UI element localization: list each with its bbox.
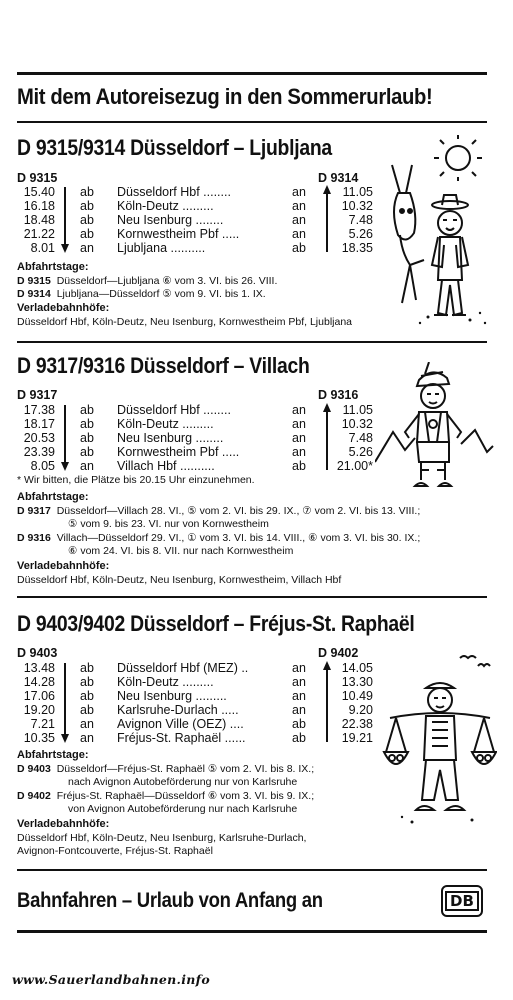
arrow-down-icon bbox=[60, 404, 70, 472]
abfahrt-line: D 9316 Villach—Düsseldorf 29. VI., ① vom 3. VI. bis 14. VIII., ⑥ vom 3. VI. bis 30. IX.; bbox=[17, 532, 421, 544]
bottom-slogan: Bahnfahren – Urlaub von Anfang an bbox=[17, 889, 323, 912]
timetable-row: 14.28 ab Köln-Deutz ......... an 13.30 bbox=[23, 675, 373, 689]
abfahrtstage-label: Abfahrtstage: bbox=[17, 261, 89, 273]
arrow-up-icon bbox=[322, 402, 332, 472]
arrow-up-icon bbox=[322, 660, 332, 744]
train-number-back: D 9402 bbox=[318, 646, 359, 660]
bottom-rule bbox=[17, 869, 487, 871]
tyrolean-man-illustration bbox=[375, 362, 495, 502]
timetable-row: 18.17 ab Köln-Deutz ......... an 10.32 bbox=[23, 417, 373, 431]
arrow-down-icon bbox=[60, 186, 70, 254]
timetable-row: 16.18 ab Köln-Deutz ......... an 10.32 bbox=[23, 199, 373, 213]
train-number-back: D 9314 bbox=[318, 171, 359, 185]
timetable-row: 20.53 ab Neu Isenburg ........ an 7.48 bbox=[23, 431, 373, 445]
man-with-baskets-illustration bbox=[382, 652, 497, 847]
verlade-text: Düsseldorf Hbf, Köln-Deutz, Neu Isenburg, Kornwestheim Pbf, Ljubljana bbox=[17, 316, 353, 328]
abfahrt-line: D 9317 Düsseldorf—Villach 28. VI., ⑤ vom 2. VI. bis 29. IX., ⑦ vom 2. VI. bis 13. VIII.; bbox=[17, 505, 421, 517]
train-number-out: D 9403 bbox=[17, 646, 58, 660]
timetable-row: 8.01 an Ljubljana .......... ab 18.35 bbox=[30, 241, 373, 255]
footnote: * Wir bitten, die Plätze bis 20.15 Uhr einzunehmen. bbox=[17, 474, 255, 486]
title-rule bbox=[17, 121, 487, 123]
abfahrt-line: ⑤ vom 9. bis 23. VI. nur von Kornwestheim bbox=[68, 518, 269, 530]
train-number-out: D 9317 bbox=[17, 388, 58, 402]
section-rule bbox=[17, 341, 487, 343]
timetable-row: 19.20 ab Karlsruhe-Durlach ..... an 9.20 bbox=[23, 703, 373, 717]
verlade-label: Verladebahnhöfe: bbox=[17, 302, 110, 314]
verlade-text: Düsseldorf Hbf, Köln-Deutz, Neu Isenburg, Karlsruhe-Durlach, bbox=[17, 832, 307, 844]
section-heading-ljubljana: D 9315/9314 Düsseldorf – Ljubljana bbox=[17, 135, 332, 160]
page-title: Mit dem Autoreisezug in den Sommerurlaub! bbox=[17, 84, 433, 109]
arrow-up-icon bbox=[322, 184, 332, 254]
abfahrtstage-label: Abfahrtstage: bbox=[17, 749, 89, 761]
abfahrt-line: ⑥ vom 24. VI. bis 8. VII. nur nach Kornwestheim bbox=[68, 545, 294, 557]
abfahrt-line: nach Avignon Autobeförderung nur von Karlsruhe bbox=[68, 776, 298, 788]
section-heading-villach: D 9317/9316 Düsseldorf – Villach bbox=[17, 353, 310, 378]
timetable-row: 10.35 an Fréjus-St. Raphaël ...... ab 19.21 bbox=[23, 731, 373, 745]
abfahrt-line: von Avignon Autobeförderung nur nach Karlsruhe bbox=[68, 803, 298, 815]
timetable-row: 13.48 ab Düsseldorf Hbf (MEZ) .. an 14.05 bbox=[23, 661, 373, 675]
timetable-row: 23.39 ab Kornwestheim Pbf ..... an 5.26 bbox=[23, 445, 373, 459]
timetable-row: 17.06 ab Neu Isenburg ......... an 10.49 bbox=[23, 689, 373, 703]
abfahrt-line: D 9402 Fréjus-St. Raphaël—Düsseldorf ⑥ vom 3. VI. bis 9. IX.; bbox=[17, 790, 315, 802]
verlade-label: Verladebahnhöfe: bbox=[17, 818, 110, 830]
train-number-out: D 9315 bbox=[17, 171, 58, 185]
timetable-row: 17.38 ab Düsseldorf Hbf ........ an 11.05 bbox=[23, 403, 373, 417]
section-heading-frejus: D 9403/9402 Düsseldorf – Fréjus-St. Raphaël bbox=[17, 611, 415, 636]
verlade-text: Avignon-Fontcouverte, Fréjus-St. Raphaël bbox=[17, 845, 213, 857]
section-rule bbox=[17, 596, 487, 598]
abfahrtstage-label: Abfahrtstage: bbox=[17, 491, 89, 503]
arrow-down-icon bbox=[60, 662, 70, 744]
abfahrt-line: D 9403 Düsseldorf—Fréjus-St. Raphaël ⑤ vom 2. VI. bis 8. IX.; bbox=[17, 763, 315, 775]
db-logo-icon: DB bbox=[441, 885, 483, 917]
abfahrt-line: D 9315 Düsseldorf—Ljubljana ⑥ vom 3. VI. bis 26. VIII. bbox=[17, 275, 278, 287]
timetable-row: 8.05 an Villach Hbf .......... ab 21.00* bbox=[30, 459, 373, 473]
bottom-rule-2 bbox=[17, 930, 487, 933]
donkey-and-farmer-illustration bbox=[380, 135, 495, 330]
verlade-text: Düsseldorf Hbf, Köln-Deutz, Neu Isenburg, Kornwestheim, Villach Hbf bbox=[17, 574, 342, 586]
timetable-row: 7.21 an Avignon Ville (OEZ) .... ab 22.38 bbox=[30, 717, 373, 731]
verlade-label: Verladebahnhöfe: bbox=[17, 560, 110, 572]
footer-url: www.Sauerlandbahnen.info bbox=[12, 972, 210, 987]
timetable-row: 18.48 ab Neu Isenburg ........ an 7.48 bbox=[23, 213, 373, 227]
timetable-row: 15.40 ab Düsseldorf Hbf ........ an 11.05 bbox=[23, 185, 373, 199]
train-number-back: D 9316 bbox=[318, 388, 359, 402]
top-rule bbox=[17, 72, 487, 75]
timetable-row: 21.22 ab Kornwestheim Pbf ..... an 5.26 bbox=[23, 227, 373, 241]
abfahrt-line: D 9314 Ljubljana—Düsseldorf ⑤ vom 9. VI. bis 1. IX. bbox=[17, 288, 266, 300]
